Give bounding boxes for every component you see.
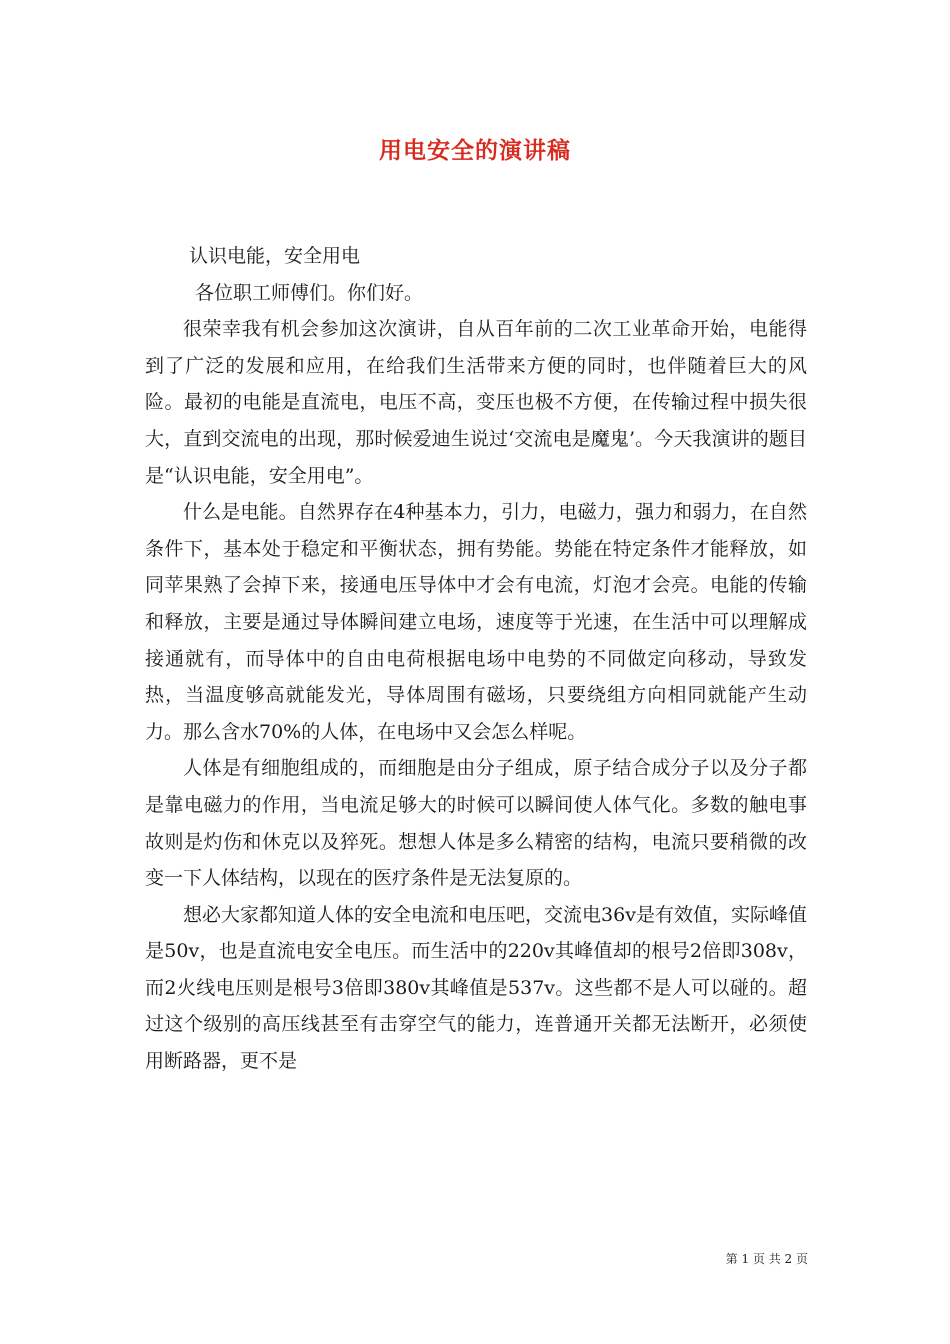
body-paragraph: 什么是电能。自然界存在4种基本力，引力，电磁力，强力和弱力，在自然条件下，基本处于稳定和平衡状态，拥有势能。势能在特定条件才能释放，如同苹果熟了会掉下来，接通电压导体中才会有电流，灯泡才会亮。电能的传输和释放，主要是通过导体瞬间建立电场，速度等于光速，在生活中可以理解成接通就有，而导体中的自由电荷根据电场中电势的不同做定向移动，导致发热，当温度够高就能发光，导体周围有磁场，只要绕组方向相同就能产生动力。那么含水70%的人体，在电场中又会怎么样呢。 (145, 501, 807, 743)
body-paragraph: 很荣幸我有机会参加这次演讲，自从百年前的二次工业革命开始，电能得到了广泛的发展和应用，在给我们生活带来方便的同时，也伴随着巨大的风险。最初的电能是直流电，电压不高，变压也极不方便，在传输过程中损失很大，直到交流电的出现，那时候爱迪生说过‘交流电是魔鬼’。今天我演讲的题目是“认识电能，安全用电”。 (145, 318, 807, 487)
page-number-footer: 第 1 页 共 2 页 (725, 1252, 808, 1266)
body-paragraph: 想必大家都知道人体的安全电流和电压吧，交流电36v是有效值，实际峰值是50v，也是直流电安全电压。而生活中的220v其峰值却的根号2倍即308v，而2火线电压则是根号3倍即380v其峰值是537v。这些都不是人可以碰的。超过这个级别的高压线甚至有击穿空气的能力，连普通开关都无法断开，必须使用断路器，更不是 (145, 903, 807, 1073)
body-paragraph: 人体是有细胞组成的，而细胞是由分子组成，原子结合成分子以及分子都是靠电磁力的作用，当电流足够大的时候可以瞬间使人体气化。多数的触电事故则是灼伤和休克以及猝死。想想人体是多么精密的结构，电流只要稍微的改变一下人体结构，以现在的医疗条件是无法复原的。 (145, 757, 807, 890)
document-body (145, 238, 807, 1080)
greeting-paragraph: 各位职工师傅们。你们好。 (195, 281, 424, 304)
speech-subtitle: 认识电能，安全用电 (189, 245, 361, 267)
document-title: 用电安全的演讲稿 (379, 137, 571, 164)
